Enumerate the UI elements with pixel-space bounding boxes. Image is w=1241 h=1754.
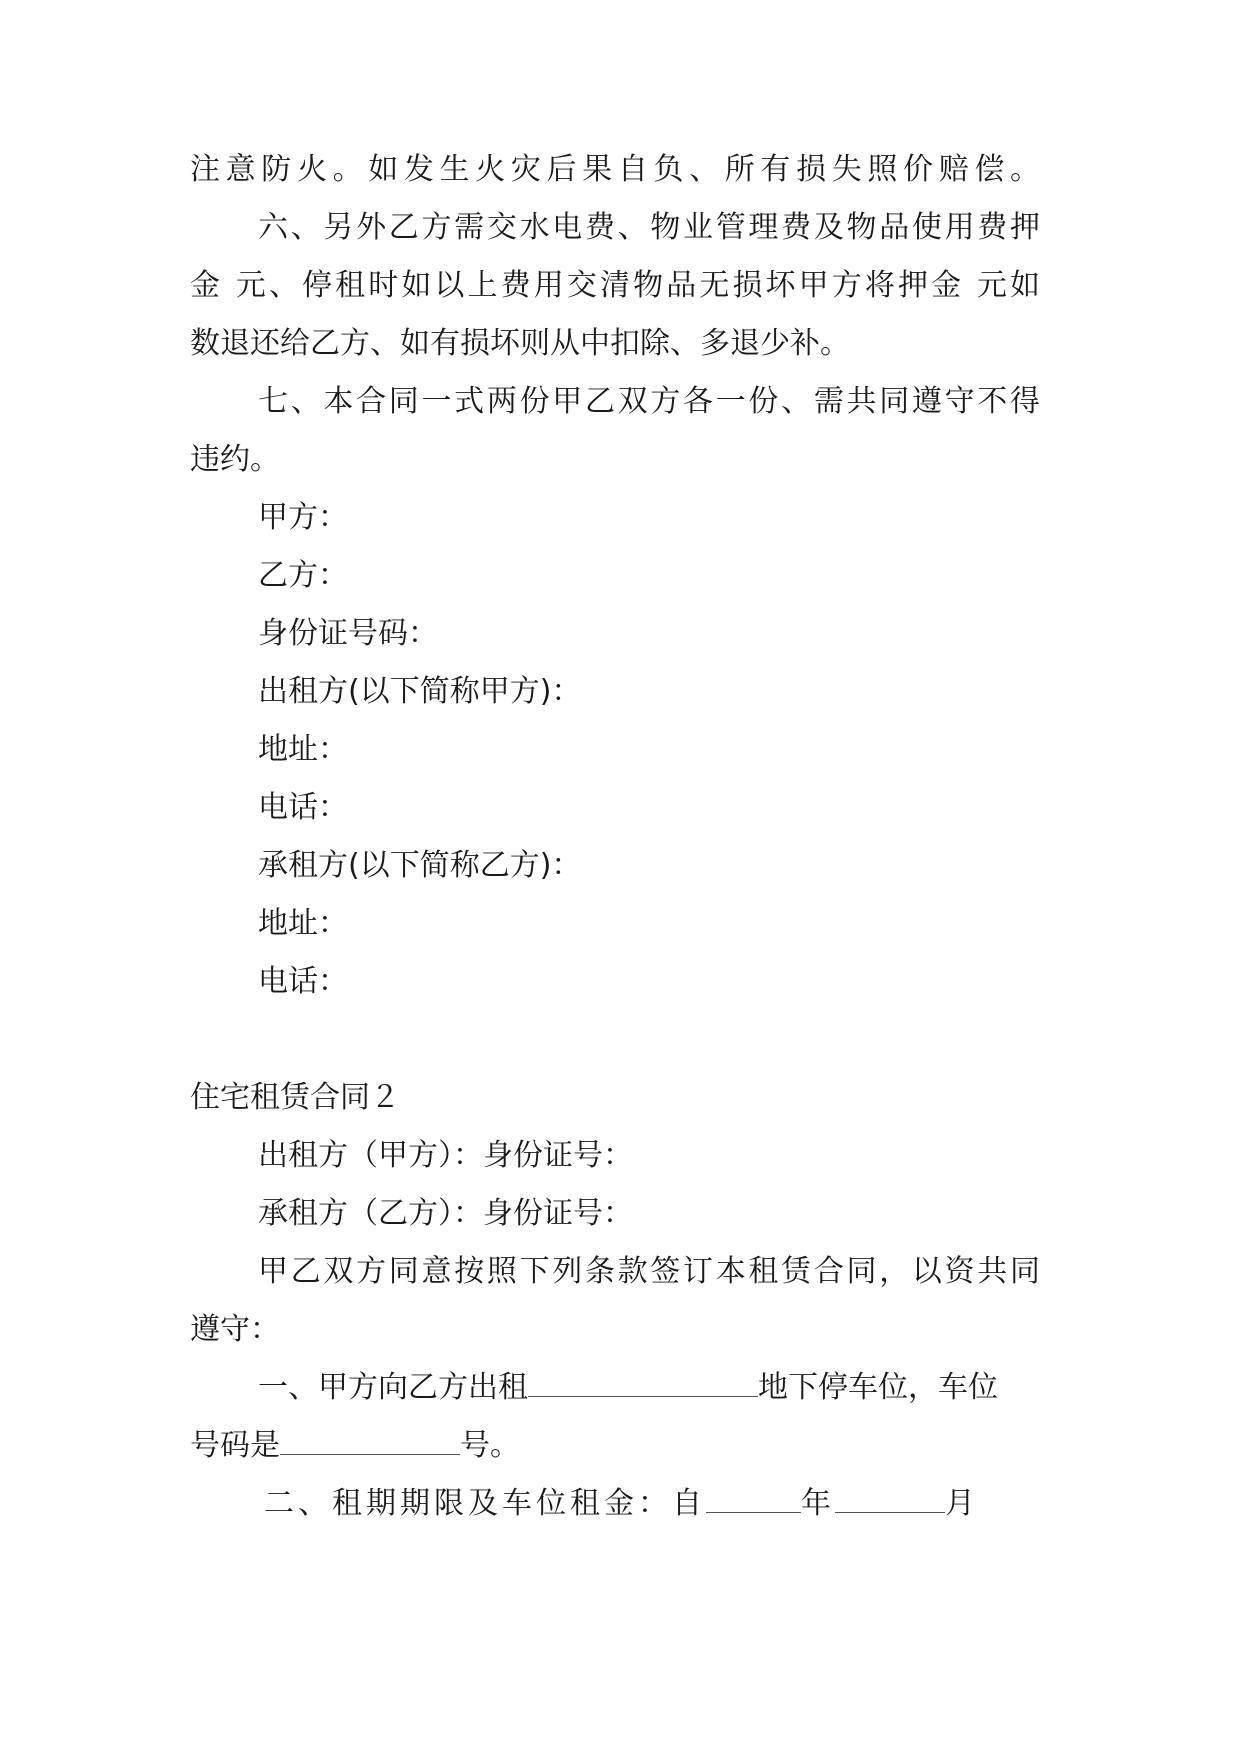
- clause-1-text-d: 号。: [460, 1428, 520, 1463]
- clause-2-line-1: [264, 1484, 979, 1524]
- party-a-label: 甲方：: [258, 500, 348, 535]
- clause-1-line-2: [190, 1426, 520, 1466]
- clause-2-text-b: 年: [801, 1486, 835, 1521]
- lessor-id-label: 出租方（甲方）：身份证号：: [258, 1138, 633, 1173]
- parking-location-blank: [528, 1370, 758, 1397]
- clause-2-text-a: 二、租期期限及车位租金：自: [264, 1486, 706, 1521]
- text-line: 注意防火。如发生火灾后果自负、所有损失照价赔偿。: [190, 152, 1040, 187]
- lessor-phone-label: 电话：: [258, 790, 348, 825]
- clause-1-text-c: 号码是: [190, 1428, 280, 1463]
- clause-1-line-1: [258, 1368, 998, 1408]
- clause-1-text-a: 一、甲方向乙方出租: [258, 1370, 528, 1405]
- clause-6-line-3: 数退还给乙方、如有损坏则从中扣除、多退少补。: [190, 326, 850, 361]
- lessee-label: 承租方(以下简称乙方)：: [258, 848, 582, 883]
- agreement-line-1: 甲乙双方同意按照下列条款签订本租赁合同，以资共同: [258, 1254, 1040, 1289]
- parking-number-blank: [280, 1428, 460, 1455]
- lessor-address-label: 地址：: [258, 732, 348, 767]
- clause-6-line-2: 金 元、停租时如以上费用交清物品无损坏甲方将押金 元如: [190, 268, 1040, 303]
- clause-7-line-1: 七、本合同一式两份甲乙双方各一份、需共同遵守不得: [258, 384, 1040, 419]
- id-number-label: 身份证号码：: [258, 616, 438, 651]
- lessee-phone-label: 电话：: [258, 964, 348, 999]
- lessee-id-label: 承租方（乙方）：身份证号：: [258, 1196, 633, 1231]
- clause-2-text-c: 月: [945, 1486, 979, 1521]
- start-month-blank: [835, 1486, 945, 1513]
- lessee-address-label: 地址：: [258, 906, 348, 941]
- party-b-label: 乙方：: [258, 558, 348, 593]
- start-year-blank: [706, 1486, 801, 1513]
- section-title: 住宅租赁合同２: [190, 1080, 400, 1115]
- lessor-label: 出租方(以下简称甲方)：: [258, 674, 582, 709]
- clause-7-line-2: 违约。: [190, 442, 280, 477]
- agreement-line-2: 遵守：: [190, 1312, 280, 1347]
- clause-6-line-1: 六、另外乙方需交水电费、物业管理费及物品使用费押: [258, 210, 1040, 245]
- clause-1-text-b: 地下停车位，车位: [758, 1370, 998, 1405]
